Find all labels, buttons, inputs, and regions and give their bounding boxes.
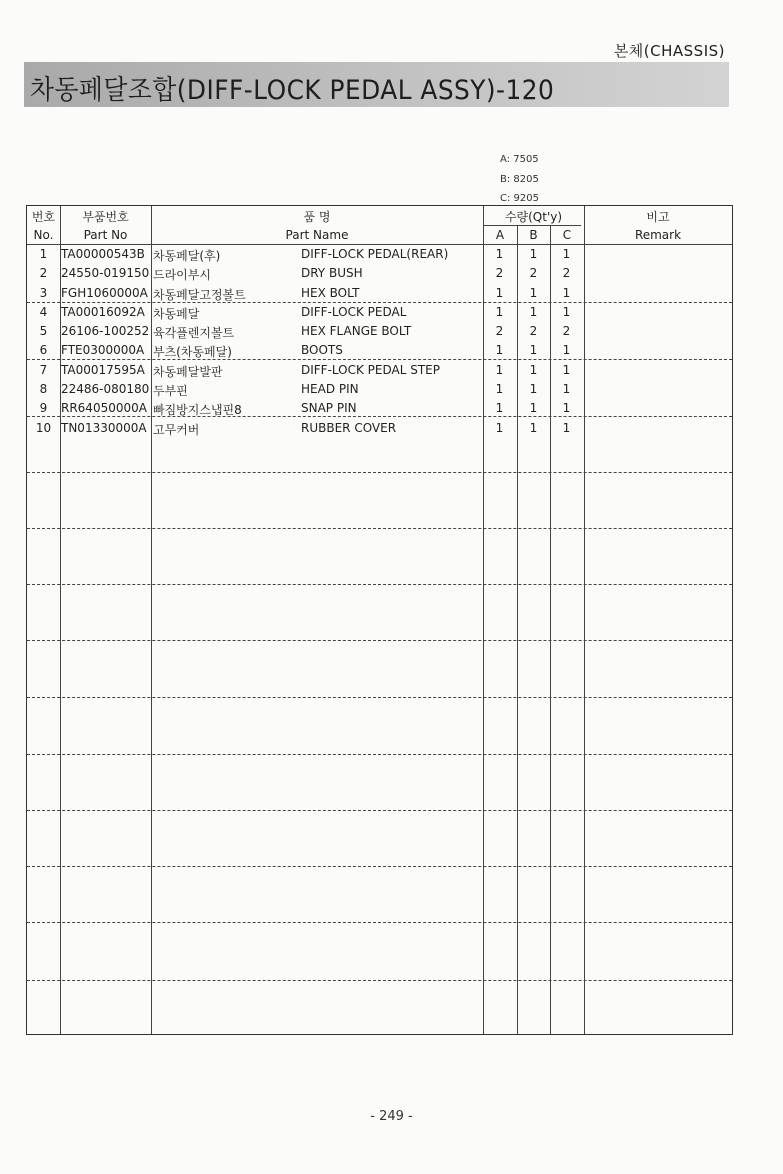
row-qty-a: 1 [495,362,504,377]
row-part-no: TA00016092A [61,304,145,319]
row-name-en: RUBBER COVER [301,420,397,435]
row-qty-a: 1 [495,285,504,300]
table-row [27,264,732,283]
table-row [27,399,732,418]
table-row [27,341,732,360]
row-qty-a: 1 [495,382,504,397]
row-name-kr: 부츠(차동페달) [153,345,232,360]
row-qty-a: 1 [495,343,504,358]
row-name-kr: 육각플렌지볼트 [153,326,235,341]
group-divider [27,810,732,811]
group-divider [27,472,732,473]
row-no: 3 [39,285,48,300]
table-row [27,361,732,380]
row-part-no: 24550-019150 [61,266,150,281]
header-part-kr: 부품번호 [82,210,129,224]
row-name-kr: 드라이부시 [153,268,211,283]
row-name-en: DRY BUSH [301,266,363,281]
row-part-no: TA00000543B [61,247,145,261]
header-name-en: Part Name [285,228,349,242]
row-name-en: HEAD PIN [301,382,359,397]
row-name-kr: 차동페달고정볼트 [153,287,246,302]
header-qty-c: C [562,228,572,242]
row-qty-c: 1 [562,401,571,416]
group-divider [27,866,732,867]
row-qty-b: 1 [529,420,538,435]
row-qty-b: 1 [529,285,538,300]
group-divider [27,640,732,641]
row-qty-b: 1 [529,362,538,377]
parts-table [26,205,733,1035]
group-divider [27,584,732,585]
row-no: 5 [39,324,48,339]
row-name-en: DIFF-LOCK PEDAL STEP [301,362,441,377]
row-qty-a: 1 [495,247,504,261]
header-remark-kr: 비고 [646,210,670,224]
row-name-kr: 빠짐방지스냅핀8 [153,403,242,418]
row-qty-b: 2 [529,324,538,339]
grid-line [483,225,581,226]
row-qty-c: 1 [562,285,571,300]
group-divider [27,922,732,923]
row-qty-a: 1 [495,401,504,416]
row-qty-b: 1 [529,247,538,261]
model-legend [500,150,539,209]
group-divider [27,528,732,529]
row-qty-c: 2 [562,324,571,339]
model-b: B: 8205 [500,173,539,185]
row-qty-c: 1 [562,304,571,319]
row-qty-b: 2 [529,266,538,281]
row-name-kr: 고무커버 [153,422,200,437]
table-row [27,245,732,264]
model-a: A: 7505 [500,154,539,165]
row-name-kr: 차동페달 [153,306,200,321]
table-row [27,322,732,341]
section-label: 본체(CHASSIS) [613,42,725,60]
row-name-en: BOOTS [301,343,343,358]
row-qty-c: 1 [562,420,571,435]
page-number: - 249 - [370,1109,413,1124]
row-part-no: TA00017595A [61,362,145,377]
row-name-en: SNAP PIN [301,401,357,416]
row-part-no: 26106-100252 [61,324,150,339]
row-qty-a: 1 [495,420,504,435]
header-qty-b: B [529,228,538,242]
row-qty-c: 1 [562,247,571,261]
row-qty-a: 2 [495,266,504,281]
row-no: 2 [39,266,48,281]
group-divider [27,980,732,981]
header-qty-a: A [495,228,505,242]
header-no-en: No. [33,228,54,242]
row-qty-b: 1 [529,382,538,397]
row-no: 8 [39,382,48,397]
header-qty: 수량(Qt'y) [504,210,563,224]
row-name-en: DIFF-LOCK PEDAL [301,304,407,319]
table-row [27,380,732,399]
title-bar [24,62,729,107]
group-divider [27,697,732,698]
row-part-no: TN01330000A [61,420,147,435]
row-no: 10 [35,420,52,435]
row-name-en: HEX FLANGE BOLT [301,324,412,339]
row-qty-b: 1 [529,304,538,319]
row-qty-a: 1 [495,304,504,319]
header-part-en: Part No [83,228,128,242]
row-part-no: FGH1060000A [61,285,148,300]
row-name-en: HEX BOLT [301,285,360,300]
row-qty-c: 2 [562,266,571,281]
table-row [27,303,732,322]
row-qty-c: 1 [562,343,571,358]
row-qty-a: 2 [495,324,504,339]
parts-rows [27,245,732,438]
group-divider [27,754,732,755]
row-part-no: FTE0300000A [61,343,145,358]
row-no: 6 [39,343,48,358]
row-no: 7 [39,362,48,377]
row-no: 1 [39,247,48,261]
header-no-kr: 번호 [31,210,56,224]
row-qty-b: 1 [529,401,538,416]
row-name-kr: 차동페달발판 [153,364,223,379]
page-title: 차동페달조합(DIFF-LOCK PEDAL ASSY)-120 [30,75,555,106]
row-qty-c: 1 [562,382,571,397]
model-c: C: 9205 [500,193,539,204]
row-name-en: DIFF-LOCK PEDAL(REAR) [301,247,449,261]
row-part-no: 22486-080180 [61,382,150,397]
row-no: 4 [39,304,48,319]
table-row [27,419,732,438]
header-name-kr: 품 명 [303,210,331,224]
row-no: 9 [39,401,48,416]
row-part-no: RR64050000A [61,401,147,416]
row-qty-c: 1 [562,362,571,377]
table-row [27,284,732,303]
row-name-kr: 차동페달(후) [153,249,221,263]
row-qty-b: 1 [529,343,538,358]
header-remark-en: Remark [634,228,682,242]
row-name-kr: 두부핀 [153,384,188,399]
